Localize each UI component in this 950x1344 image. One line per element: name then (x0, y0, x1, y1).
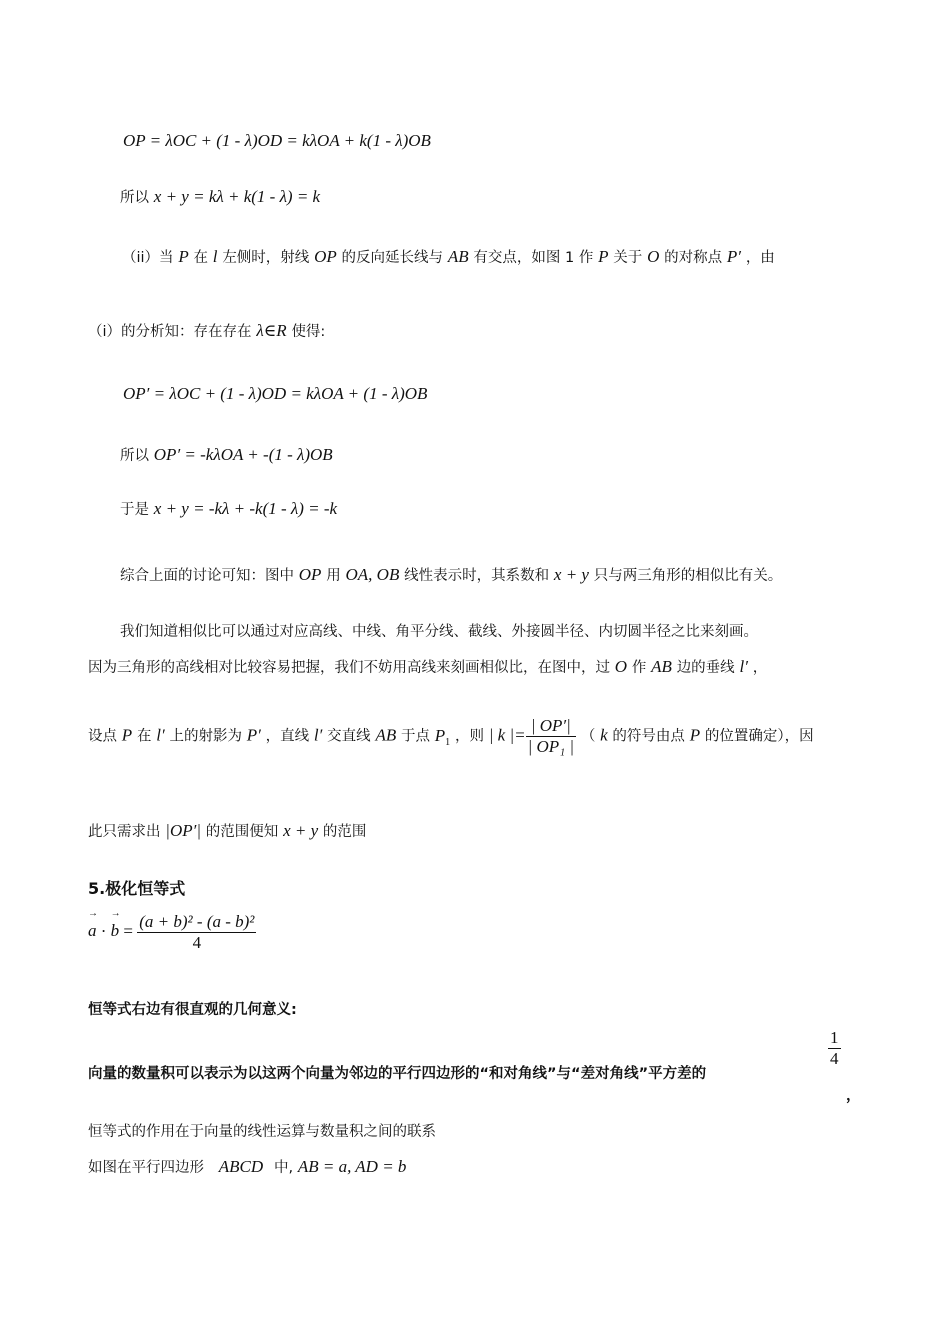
symbol-p-prime: P′ (726, 247, 742, 266)
symbol-k: k (600, 725, 608, 745)
text: ，直线 (265, 728, 310, 745)
text: 的位置确定），因 (704, 728, 814, 745)
text: 上的射影为 (169, 728, 242, 745)
line-height (88, 656, 767, 677)
equals-sign: = (123, 921, 134, 941)
text: 用 (326, 568, 341, 584)
line-case-ii (122, 246, 775, 267)
text: 作 (631, 660, 647, 676)
line-therefore (120, 498, 337, 519)
equation-ab-ad: AB = a, AD = b (297, 1157, 407, 1176)
dot-operator: · (100, 921, 107, 941)
line-dot-product-meaning (88, 1062, 706, 1083)
equation-op-prime (123, 384, 427, 404)
line-similarity (120, 620, 758, 641)
text: 关于 (613, 250, 643, 266)
text: 此只需求出 (88, 824, 161, 840)
vector-a: → a (88, 921, 97, 941)
text: （i）的分析知：存在存在 (88, 324, 252, 340)
equation-sum-k: x + y = kλ + k(1 - λ) = k (153, 187, 321, 206)
heading-text: 5.极化恒等式 (88, 879, 186, 898)
fraction-quarter-denominator: 4 (830, 1049, 839, 1068)
text: 的反向延长线与 (341, 250, 444, 266)
text: 于点 (401, 728, 430, 745)
line-projection (88, 716, 814, 757)
equation-op-text: OP = λOC + (1 - λ)OD = kλOA + k(1 - λ)OB (123, 131, 431, 150)
text: 我们知道相似比可以通过对应高线、中线、角平分线、截线、外接圆半径、内切圆半径之比来刻画。 (120, 624, 758, 640)
symbol-p-prime: P′ (246, 725, 261, 745)
symbol-ab: AB (375, 725, 397, 745)
line-range (88, 820, 366, 841)
text: 的范围便知 (205, 824, 279, 840)
symbol-x-plus-y: x + y (553, 565, 589, 584)
equation-op-prime-neg: OP′ = -kλOA + -(1 - λ)OB (153, 445, 333, 464)
symbol-abs-op-prime: |OP′| (165, 821, 202, 840)
symbol-o: O (614, 657, 628, 676)
symbol-oa-ob: OA, OB (345, 565, 400, 584)
text: 交直线 (327, 728, 371, 745)
line-case-i-ref (88, 320, 325, 341)
symbol-p1-sub: 1 (445, 736, 451, 748)
symbol-l-prime: l′ (156, 725, 165, 745)
text: （ii）当 (122, 250, 174, 266)
vector-b: → b (111, 921, 120, 941)
text: 边的垂线 (676, 660, 735, 676)
text: 综合上面的讨论可知：图中 (120, 568, 294, 584)
symbol-o: O (647, 247, 660, 266)
symbol-abcd: ABCD (218, 1157, 264, 1176)
text-yushi: 于是 (120, 502, 149, 518)
polarization-fraction (137, 912, 256, 953)
symbol-p: P (598, 247, 609, 266)
fraction-k-denominator: | OP₁ | (527, 737, 575, 756)
symbol-ab: AB (651, 657, 672, 676)
symbol-p: P (178, 247, 189, 266)
polarization-identity (88, 912, 256, 953)
text: 的范围 (322, 824, 367, 840)
symbol-l-prime: l′ (739, 657, 748, 676)
text: 有交点，如图 1 作 (473, 250, 594, 266)
equation-op-prime-text: OP′ = λOC + (1 - λ)OD = kλOA + (1 - λ)OB (123, 384, 428, 403)
text: ，则 (454, 728, 484, 745)
text: 恒等式的作用在于向量的线性运算与数量积之间的联系 (88, 1124, 436, 1140)
symbol-l: l (212, 247, 218, 266)
line-parallelogram (88, 1156, 406, 1177)
trailing-comma (846, 1084, 861, 1105)
text-suoyi: 所以 (120, 448, 149, 464)
fraction-quarter-inner (828, 1028, 841, 1069)
fraction-quarter-numerator: 1 (830, 1028, 839, 1047)
text: 线性表示时，其系数和 (404, 568, 550, 584)
line-identity-role (88, 1120, 436, 1141)
equation-op (123, 131, 431, 151)
text: 左侧时，射线 (222, 250, 310, 266)
text: 在 (136, 728, 152, 745)
fraction-quarter (828, 1028, 841, 1069)
symbol-op: OP (298, 565, 322, 584)
symbol-l-prime: l′ (313, 725, 323, 745)
text: 在 (193, 250, 209, 266)
fraction-k-numerator: | OP′| (526, 716, 576, 737)
abs-k: | k |= (488, 725, 526, 745)
polarization-denominator: 4 (192, 933, 202, 952)
section-heading-polarization (88, 876, 185, 899)
symbol-x-plus-y: x + y (283, 821, 319, 840)
symbol-p: P (689, 725, 701, 745)
text: ，由 (745, 250, 775, 266)
symbol-lambda-in-r: λ∈R (256, 321, 287, 340)
text: ， (752, 660, 768, 676)
text: 的对称点 (664, 250, 723, 266)
text: 中, (273, 1160, 294, 1176)
symbol-p1-base: P (434, 725, 446, 745)
text: 使得: (291, 324, 326, 340)
text: （ (580, 728, 596, 745)
text: 向量的数量积可以表示为以这两个向量为邻边的平行四边形的“和对角线”与“差对角线”平方差的 (88, 1066, 707, 1082)
text-suoyi: 所以 (120, 190, 149, 206)
symbol-op: OP (314, 247, 337, 266)
text: 因为三角形的高线相对比较容易把握，我们不妨用高线来刻画相似比，在图中，过 (88, 660, 610, 676)
polarization-numerator: (a + b)² - (a - b)² (139, 912, 255, 931)
text: 如图在平行四边形 (88, 1160, 204, 1176)
line-so-op-prime (120, 444, 333, 465)
line-geometric-meaning (88, 998, 297, 1019)
text: 的符号由点 (612, 728, 685, 745)
line-so-sum (120, 186, 320, 207)
symbol-ab: AB (447, 247, 469, 266)
text: ， (846, 1088, 861, 1104)
line-summary (120, 564, 782, 585)
text: 恒等式右边有很直观的几何意义: (88, 1002, 297, 1018)
text: 设点 (88, 728, 117, 745)
text: 只与两三角形的相似比有关。 (593, 568, 783, 584)
fraction-k (526, 716, 576, 757)
symbol-p1 (434, 725, 451, 748)
symbol-p: P (121, 725, 133, 745)
equation-sum-neg-k: x + y = -kλ + -k(1 - λ) = -k (153, 499, 338, 518)
